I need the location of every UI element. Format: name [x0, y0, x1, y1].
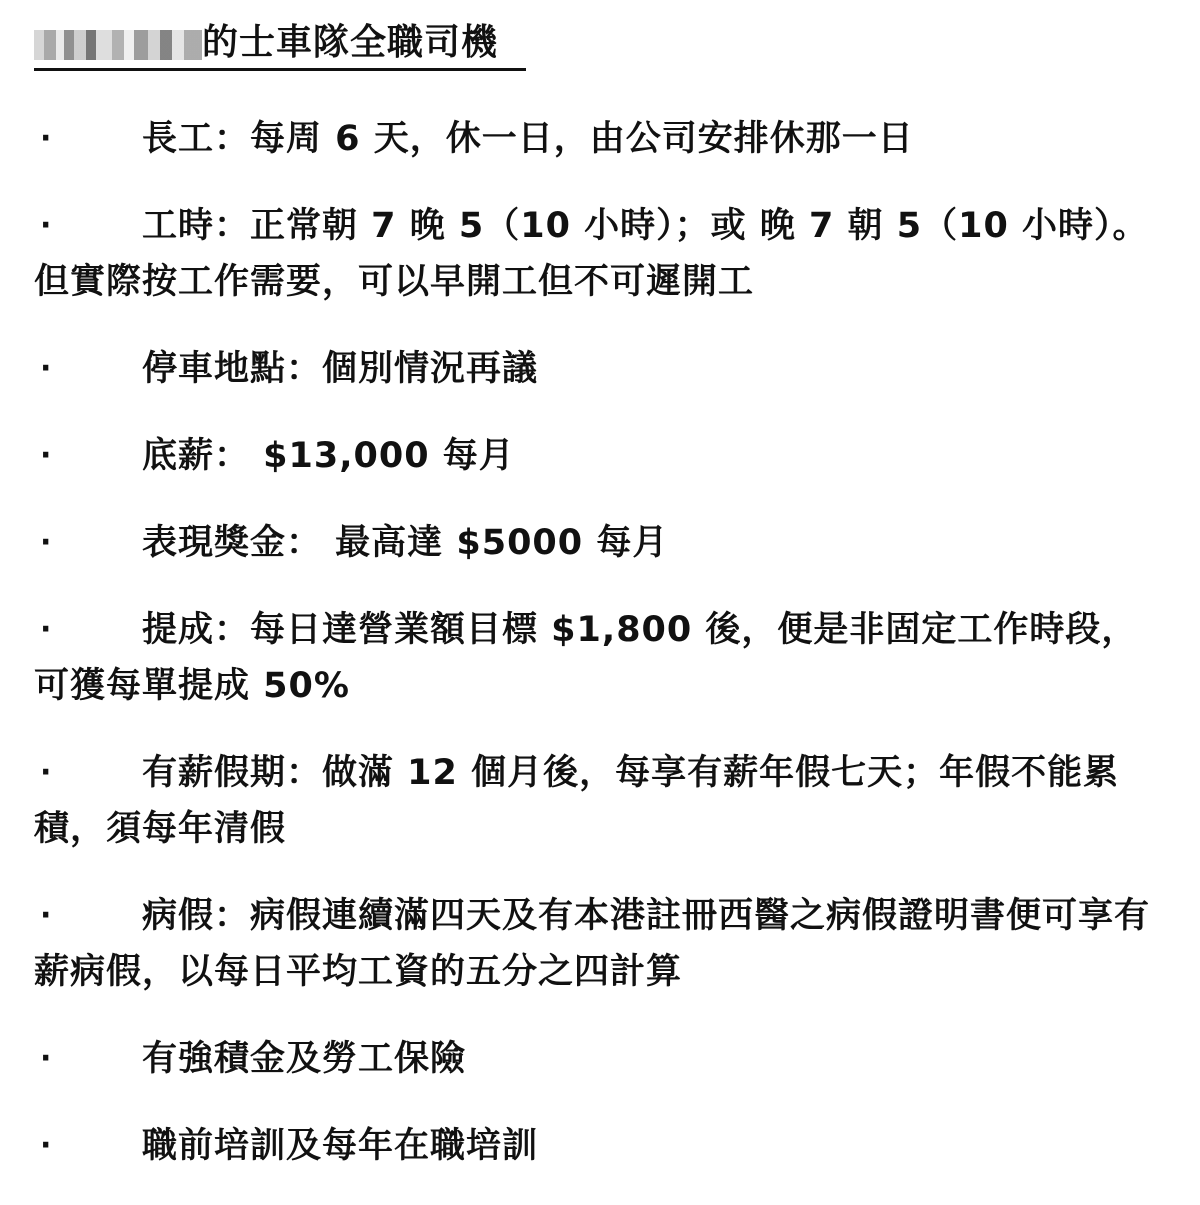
list-item	[34, 1118, 1164, 1174]
list-item-text: 病假：病假連續滿四天及有本港註冊西醫之病假證明書便可享有薪病假，以每日平均工資的五分之四計算	[34, 896, 1151, 992]
list-item-text: 職前培訓及每年在職培訓	[142, 1126, 539, 1166]
list-item-text: 底薪： $13,000 每月	[142, 436, 515, 476]
bullet-icon: ·	[40, 208, 53, 243]
list-item	[34, 341, 1164, 397]
bullet-icon: ·	[40, 1128, 53, 1163]
list-item-text: 提成：每日達營業額目標 $1,800 後，便是非固定工作時段，可獲每單提成 50%	[34, 610, 1138, 706]
bullet-icon: ·	[40, 1041, 53, 1076]
bullet-icon: ·	[40, 351, 53, 386]
bullet-icon: ·	[40, 898, 53, 933]
bullet-icon: ·	[40, 755, 53, 790]
posting-title	[34, 18, 526, 71]
list-item	[34, 602, 1164, 714]
bullet-icon: ·	[40, 121, 53, 156]
list-item	[34, 515, 1164, 571]
redacted-company-name	[34, 30, 202, 60]
list-item-text: 有薪假期：做滿 12 個月後，每享有薪年假七天；年假不能累積，須每年清假	[34, 753, 1120, 849]
list-item-text: 表現獎金： 最高達 $5000 每月	[142, 523, 669, 563]
list-item-text: 長工：每周 6 天，休一日，由公司安排休那一日	[142, 119, 914, 159]
list-item	[34, 428, 1164, 484]
posting-title-text: 的士車隊全職司機	[202, 22, 499, 63]
list-item-text: 工時：正常朝 7 晚 5（10 小時）；或 晚 7 朝 5（10 小時）。但實際按工作需要，可以早開工但不可遲開工	[34, 206, 1149, 302]
list-item	[34, 111, 1164, 167]
bullet-icon: ·	[40, 612, 53, 647]
list-item	[34, 888, 1164, 1000]
list-item-text: 有強積金及勞工保險	[142, 1039, 467, 1079]
list-item	[34, 745, 1164, 857]
bullet-icon: ·	[40, 438, 53, 473]
job-posting-document	[34, 18, 1164, 1205]
list-item	[34, 198, 1164, 310]
bullet-icon: ·	[40, 525, 53, 560]
list-item-text: 停車地點：個別情況再議	[142, 349, 539, 389]
list-item	[34, 1031, 1164, 1087]
